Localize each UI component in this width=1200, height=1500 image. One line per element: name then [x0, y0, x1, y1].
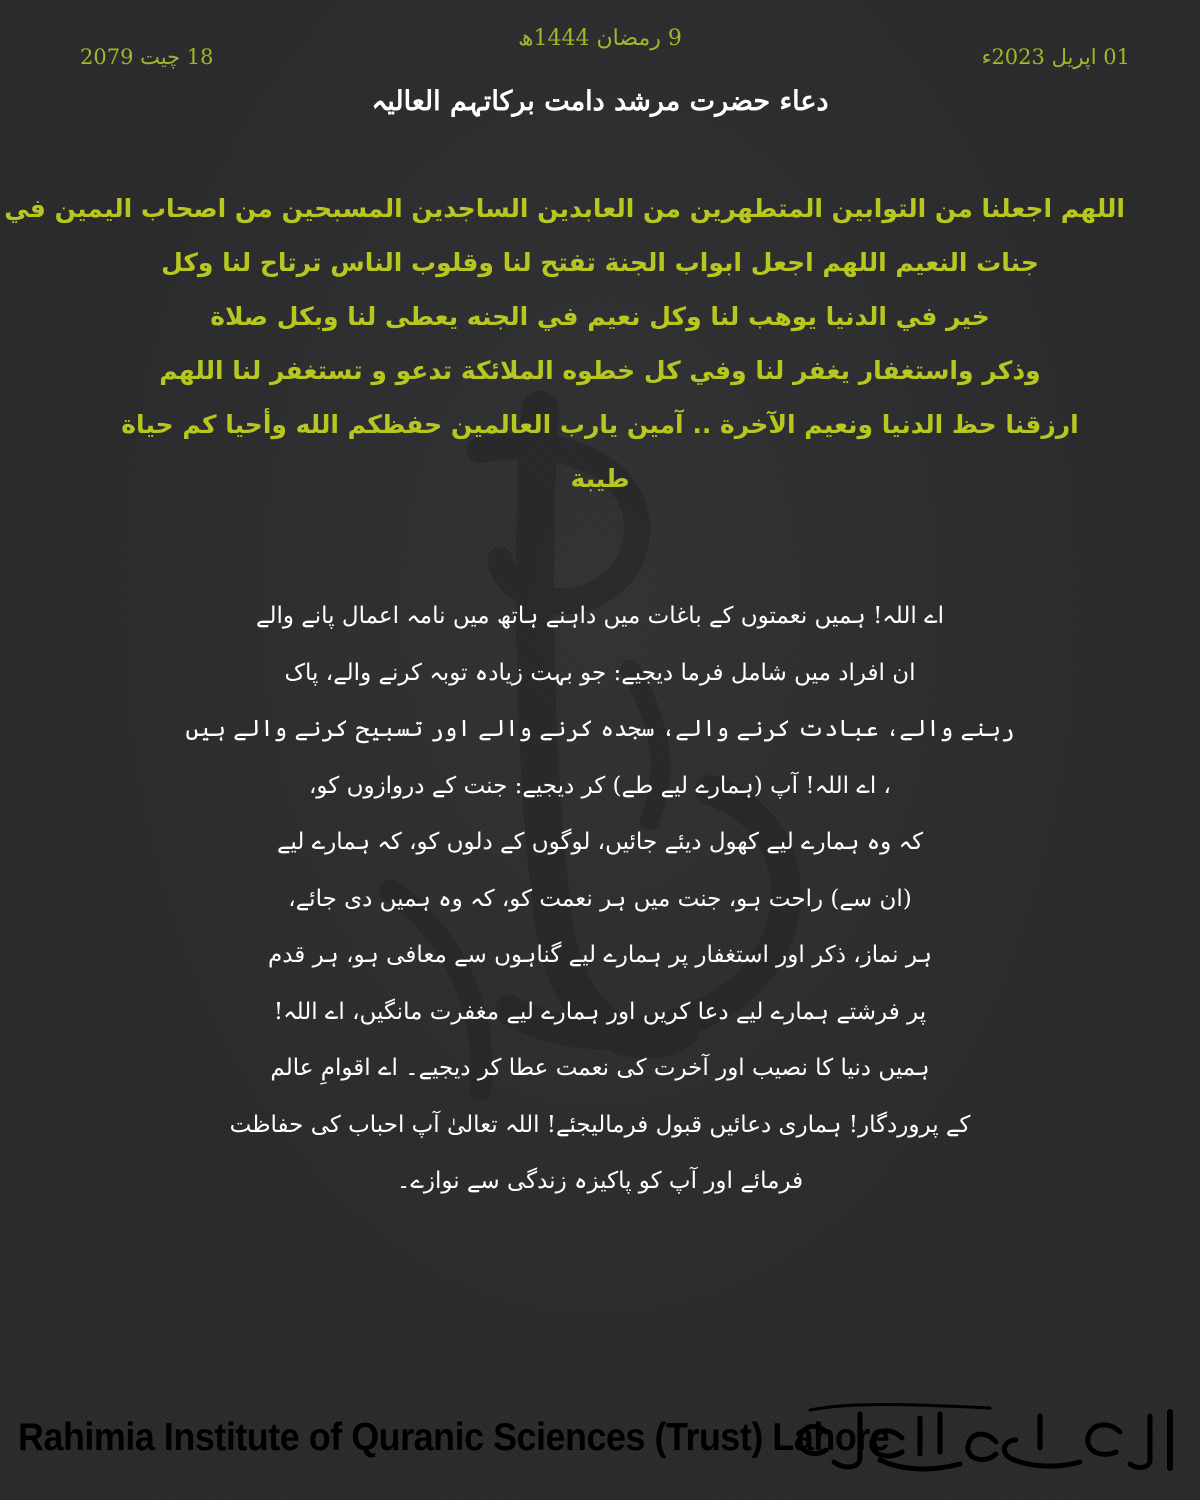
- urdu-line: رہنے والے، عبادت کرنے والے، سجدہ کرنے والے اور تسبیح کرنے والے ہیں: [185, 716, 1015, 742]
- arabic-dua: [4, 182, 1125, 506]
- hijri-date: 9 رمضان 1444ھ: [518, 26, 682, 51]
- urdu-line: فرمائے اور آپ کو پاکیزہ زندگی سے نوازے۔: [396, 1168, 804, 1194]
- arabic-line: ارزقنا حظ الدنيا ونعيم الآخرة .. آمين يارب العالمين حفظكم الله وأحيا كم حياة: [121, 410, 1079, 439]
- gregorian-date: 01 اپریل 2023ء: [981, 45, 1130, 69]
- page-title: دعاء حضرت مرشد دامت برکاتہم العالیہ: [371, 86, 829, 117]
- urdu-line: ان افراد میں شامل فرما دیجیے: جو بہت زیادہ توبہ کرنے والے، پاک: [284, 659, 916, 686]
- urdu-line: (ان سے) راحت ہو، جنت میں ہر نعمت کو، کہ وہ ہمیں دی جائے،: [288, 885, 912, 912]
- institute-name-english: Rahimia Institute of Quranic Sciences (Trust) Lahore: [18, 1416, 890, 1459]
- arabic-line: اللهم اجعلنا من التوابين المتطهرين من العابدين الساجدين المسبحين من اصحاب اليمين في: [4, 194, 1125, 223]
- arabic-line: جنات النعيم اللهم اجعل ابواب الجنة تفتح لنا وقلوب الناس ترتاح لنا وكل: [161, 248, 1039, 277]
- urdu-line: کے پروردگار! ہماری دعائیں قبول فرمالیجئے! اللہ تعالیٰ آپ احباب کی حفاظت: [229, 1111, 971, 1138]
- arabic-line: وذكر واستغفار يغفر لنا وفي كل خطوه الملائكة تدعو و تستغفر لنا اللهم: [159, 356, 1041, 385]
- institute-calligraphy-logo: [790, 1402, 1182, 1478]
- urdu-line: ہر نماز، ذکر اور استغفار پر ہمارے لیے گناہوں سے معافی ہو، ہر قدم: [267, 942, 932, 968]
- urdu-line: پر فرشتے ہمارے لیے دعا کریں اور ہمارے لیے مغفرت مانگیں، اے اللہ!: [273, 998, 927, 1025]
- bikrami-date: 18 چیت 2079: [80, 45, 214, 69]
- arabic-line: طيبة: [570, 464, 630, 493]
- urdu-line: ، اے اللہ! آپ (ہمارے لیے طے) کر دیجیے: جنت کے دروازوں کو،: [309, 772, 891, 799]
- urdu-line: اے اللہ! ہمیں نعمتوں کے باغات میں داہنے ہاتھ میں نامہ اعمال پانے والے: [256, 603, 944, 629]
- arabic-line: خير في الدنيا يوهب لنا وكل نعيم في الجنه يعطى لنا وبكل صلاة: [210, 302, 990, 331]
- urdu-translation: [150, 588, 1050, 1210]
- urdu-line: کہ وہ ہمارے لیے کھول دیئے جائیں، لوگوں کے دلوں کو، کہ ہمارے لیے: [276, 829, 924, 855]
- urdu-line: ہمیں دنیا کا نصیب اور آخرت کی نعمت عطا کر دیجیے۔ اے اقوامِ عالم: [270, 1055, 930, 1081]
